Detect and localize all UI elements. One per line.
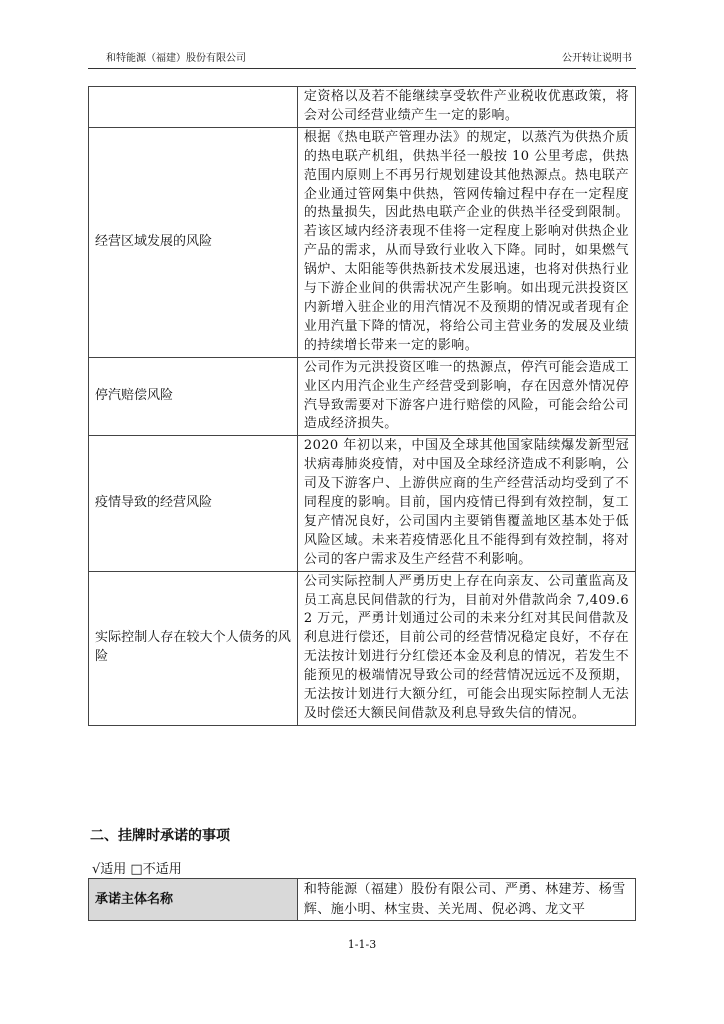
table-row — [89, 571, 636, 725]
risk-description: 根据《热电联产管理办法》的规定，以蒸汽为供热介质的热电联产机组，供热半径一般按 10 公里考虑，供热范围内原则上不再另行规划建设其他热源点。热电联产企业通过管网集中供热，管网传输过程中存在一定程度的热量损失，因此热电联产企业的供热半径受到限制。若该区域内经济表现不佳将一定程度上影响对供热企业产品的需求，从而导致行业收入下降。同时，如果燃气锅炉、太阳能等供热新技术发展迅速，也将对供热行业与下游企业间的供需状况产生影响。如出现元洪投资区内新增入驻企业的用汽情况不及预期的情况或者现有企业用汽量下降的情况，将给公司主营业务的发展及业绩的持续增长带来一定的影响。 — [297, 127, 635, 357]
risk-label: 经营区域发展的风险 — [89, 127, 298, 357]
risk-description: 公司作为元洪投资区唯一的热源点，停汽可能会造成工业区内用汽企业生产经营受到影响，存在因意外情况停汽导致需要对下游客户进行赔偿的风险，可能会给公司造成经济损失。 — [297, 357, 635, 436]
risk-description: 定资格以及若不能继续享受软件产业税收优惠政策，将会对公司经营业绩产生一定的影响。 — [297, 87, 635, 128]
page-header — [88, 50, 636, 69]
section-title: 二、挂牌时承诺的事项 — [90, 828, 230, 844]
table-row — [89, 127, 636, 357]
applicability-checkbox-text: √适用 □不适用 — [92, 862, 182, 877]
commitment-table — [88, 878, 636, 921]
page-number: 1-1-3 — [347, 938, 377, 951]
table-row — [89, 87, 636, 128]
table-row — [89, 436, 636, 571]
risk-table — [88, 86, 636, 726]
risk-label: 停汽赔偿风险 — [89, 357, 298, 436]
risk-label: 疫情导致的经营风险 — [89, 436, 298, 571]
risk-description: 2020 年初以来，中国及全球其他国家陆续爆发新型冠状病毒肺炎疫情，对中国及全球经济造成不利影响，公司及下游客户、上游供应商的生产经营活动均受到了不同程度的影响。目前，国内疫情已得到有效控制，复工复产情况良好，公司国内主要销售覆盖地区基本处于低风险区域。未来若疫情恶化且不能得到有效控制，将对公司的客户需求及生产经营不利影响。 — [297, 436, 635, 571]
risk-description: 公司实际控制人严勇历史上存在向亲友、公司董监高及员工高息民间借款的行为，目前对外借款尚余 7,409.62 万元，严勇计划通过公司的未来分红对其民间借款及利息进行偿还，目前公司的经营情况稳定良好，不存在无法按计划进行分红偿还本金及利息的情况，若发生不能预见的极端情况导致公司的经营情况远远不及预期，无法按计划进行大额分红，可能会出现实际控制人无法及时偿还大额民间借款及利息导致失信的情况。 — [297, 571, 635, 725]
commitment-subject-names: 和特能源（福建）股份有限公司、严勇、林建芳、杨雪辉、施小明、林宝贵、关光周、倪必鸿、龙文平 — [297, 879, 635, 921]
header-document-type: 公开转让说明书 — [562, 53, 632, 64]
table-row — [89, 879, 636, 921]
risk-label — [89, 87, 298, 128]
risk-label: 实际控制人存在较大个人债务的风险 — [89, 571, 298, 725]
table-row — [89, 357, 636, 436]
commitment-subject-label: 承诺主体名称 — [89, 879, 298, 921]
header-company-name: 和特能源（福建）股份有限公司 — [106, 53, 246, 64]
